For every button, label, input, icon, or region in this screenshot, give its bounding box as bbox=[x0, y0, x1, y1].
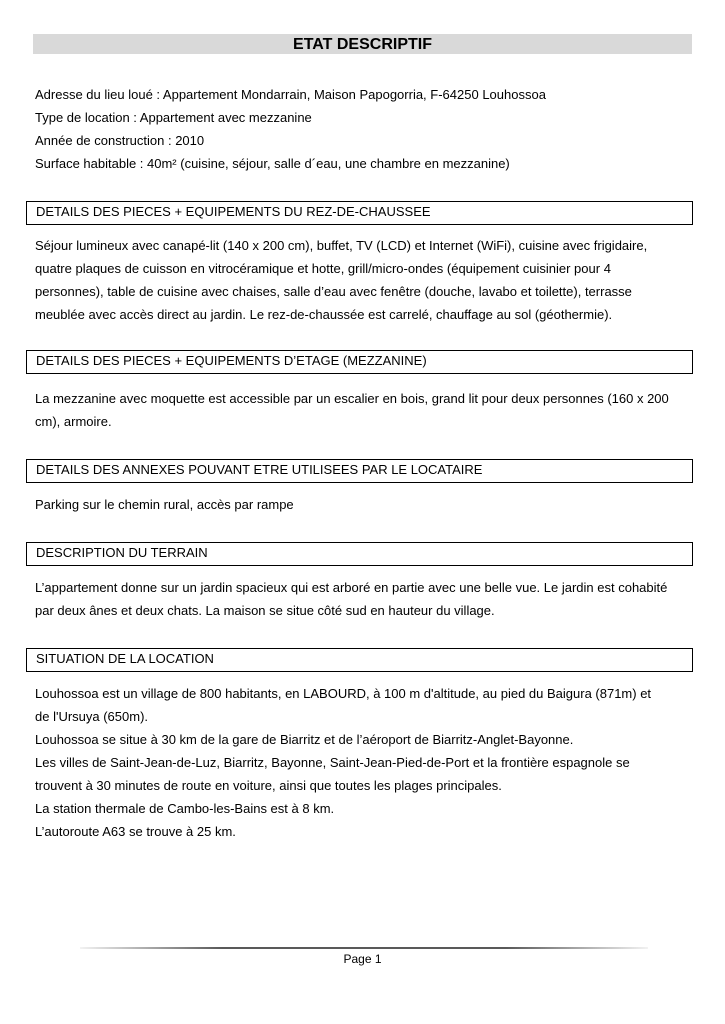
text-line: quatre plaques de cuisson en vitrocéramique et hotte, grill/micro-ondes (équipement cuisinier pour 4 bbox=[35, 261, 611, 276]
text-line: L’autoroute A63 se trouve à 25 km. bbox=[35, 824, 236, 839]
address-line: Adresse du lieu loué : Appartement Mondarrain, Maison Papogorria, F-64250 Louhossoa bbox=[35, 87, 546, 102]
text-line: Parking sur le chemin rural, accès par rampe bbox=[35, 497, 294, 512]
section-heading-location: SITUATION DE LA LOCATION bbox=[26, 648, 693, 672]
text-line: personnes), table de cuisine avec chaises, salle d’eau avec fenêtre (douche, lavabo et toilette), terrasse bbox=[35, 284, 632, 299]
section-heading-annexes: DETAILS DES ANNEXES POUVANT ETRE UTILISEES PAR LE LOCATAIRE bbox=[26, 459, 693, 483]
property-info bbox=[35, 83, 695, 175]
section-heading-mezzanine: DETAILS DES PIECES + EQUIPEMENTS D’ETAGE (MEZZANINE) bbox=[26, 350, 693, 374]
text-line: trouvent à 30 minutes de route en voiture, ainsi que toutes les plages principales. bbox=[35, 778, 502, 793]
document-title: ETAT DESCRIPTIF bbox=[33, 34, 692, 54]
text-line: La station thermale de Cambo-les-Bains est à 8 km. bbox=[35, 801, 335, 816]
text-line: meublée avec accès direct au jardin. Le rez-de-chaussée est carrelé, chauffage au sol (géothermie). bbox=[35, 307, 613, 322]
text-line: Séjour lumineux avec canapé-lit (140 x 200 cm), buffet, TV (LCD) et Internet (WiFi), cuisine avec frigidaire, bbox=[35, 238, 648, 253]
section-heading-ground-floor: DETAILS DES PIECES + EQUIPEMENTS DU REZ-DE-CHAUSSEE bbox=[26, 201, 693, 225]
section-body-location bbox=[35, 682, 695, 843]
text-line: Les villes de Saint-Jean-de-Luz, Biarritz, Bayonne, Saint-Jean-Pied-de-Port et la frontière espagnole se bbox=[35, 755, 630, 770]
rental-type-line: Type de location : Appartement avec mezzanine bbox=[35, 110, 312, 125]
construction-year-line: Année de construction : 2010 bbox=[35, 133, 205, 148]
section-heading-terrain: DESCRIPTION DU TERRAIN bbox=[26, 542, 693, 566]
page-number: Page 1 bbox=[343, 952, 382, 966]
living-area-line: Surface habitable : 40m² (cuisine, séjour, salle d´eau, une chambre en mezzanine) bbox=[35, 156, 510, 171]
text-line: par deux ânes et deux chats. La maison se situe côté sud en hauteur du village. bbox=[35, 603, 495, 618]
footer-divider bbox=[80, 947, 648, 949]
section-body-terrain bbox=[35, 576, 695, 622]
text-line: de l'Ursuya (650m). bbox=[35, 709, 149, 724]
section-body-mezzanine bbox=[35, 387, 695, 433]
text-line: cm), armoire. bbox=[35, 414, 112, 429]
text-line: Louhossoa est un village de 800 habitants, en LABOURD, à 100 m d'altitude, au pied du Baigura (871m) et bbox=[35, 686, 652, 701]
section-body-ground-floor bbox=[35, 234, 695, 326]
text-line: La mezzanine avec moquette est accessible par un escalier en bois, grand lit pour deux personnes (160 x 200 bbox=[35, 391, 669, 406]
section-body-annexes bbox=[35, 493, 695, 516]
text-line: L’appartement donne sur un jardin spacieux qui est arboré en partie avec une belle vue. Le jardin est cohabité bbox=[35, 580, 668, 595]
text-line: Louhossoa se situe à 30 km de la gare de Biarritz et de l’aéroport de Biarritz-Anglet-Bayonne. bbox=[35, 732, 574, 747]
